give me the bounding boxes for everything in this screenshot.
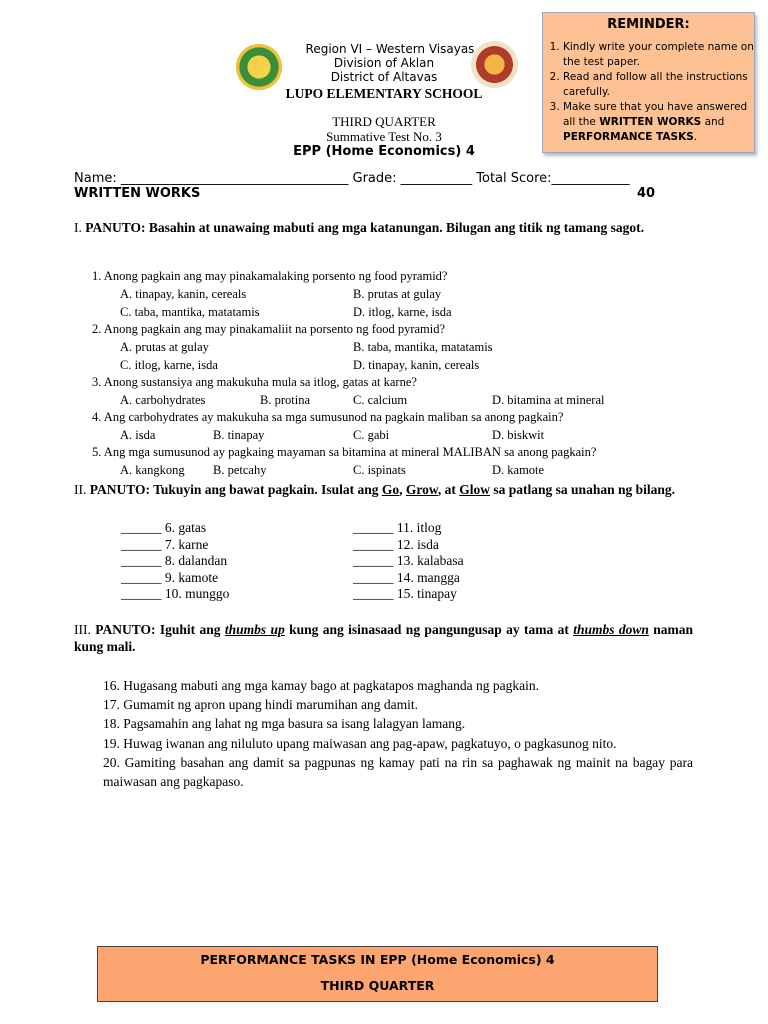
part1-instruction: I. PANUTO: Basahin at unawaing mabuti ang mga katanungan. Bilugan ang titik ng tamang sagot.: [74, 220, 645, 235]
q5-choice-d[interactable]: D. kamote: [492, 463, 545, 477]
fill-item[interactable]: ______ 12. isda: [353, 537, 439, 552]
q5-choice-a[interactable]: A. kangkong: [120, 463, 185, 477]
q2-choice-a[interactable]: A. prutas at gulay: [120, 340, 209, 354]
question-2: 2. Anong pagkain ang may pinakamaliit na porsento ng food pyramid?: [92, 322, 446, 336]
part3-instruction: III. PANUTO: Iguhit ang thumbs up kung ang isinasaad ng pangungusap ay tama at thumbs down naman kung mali.: [74, 622, 693, 654]
q3-choice-a[interactable]: A. carbohydrates: [120, 393, 206, 407]
q1-choice-a[interactable]: A. tinapay, kanin, cereals: [120, 287, 247, 301]
question-5: 5. Ang mga sumusunod ay pagkaing mayaman sa bitamina at mineral MALIBAN sa anong pagkain?: [92, 445, 597, 459]
test-number: Summative Test No. 3: [326, 129, 442, 144]
section-written-works: WRITTEN WORKS: [74, 186, 201, 201]
fill-item[interactable]: ______ 7. karne: [121, 537, 209, 552]
part2-instruction: II. PANUTO: Tukuyin ang bawat pagkain. Isulat ang Go, Grow, at Glow sa patlang sa unahan ng bilang.: [74, 482, 675, 497]
fill-item[interactable]: ______ 8. dalandan: [121, 553, 228, 568]
q4-choice-d[interactable]: D. biskwit: [492, 428, 545, 442]
q2-choice-d[interactable]: D. tinapay, kanin, cereals: [353, 358, 480, 372]
q1-choice-b[interactable]: B. prutas at gulay: [353, 287, 442, 301]
q3-choice-b[interactable]: B. protina: [260, 393, 310, 407]
q4-choice-b[interactable]: B. tinapay: [213, 428, 265, 442]
question-4: 4. Ang carbohydrates ay makukuha sa mga sumusunod na pagkain maliban sa anong pagkain?: [92, 410, 564, 424]
student-info-line[interactable]: Name: ___________________________________ Grade: ___________ Total Score:____________: [74, 171, 630, 186]
statement-16: 16. Hugasang mabuti ang mga kamay bago at pagkatapos maghanda ng pagkain.: [103, 678, 540, 693]
q2-choice-b[interactable]: B. taba, mantika, matatamis: [353, 340, 493, 354]
statement-18: 18. Pagsamahin ang lahat ng mga basura sa isang lalagyan lamang.: [103, 716, 466, 731]
statement-19: 19. Huwag iwanan ang niluluto upang maiwasan ang pag-apaw, pagkatuyo, o pagkasunog nito.: [103, 736, 617, 751]
q4-choice-a[interactable]: A. isda: [120, 428, 156, 442]
fill-item[interactable]: ______ 15. tinapay: [353, 586, 457, 601]
reminder-title: REMINDER:: [607, 17, 690, 32]
statement-20: 20. Gamiting basahan ang damit sa pagpunas ng kamay pati na rin sa paghawak ng mainit na bagay para maiwasan ang pagkapaso.: [103, 755, 693, 789]
performance-title: PERFORMANCE TASKS IN EPP (Home Economics) 4: [200, 952, 555, 967]
q1-choice-c[interactable]: C. taba, mantika, matatamis: [120, 305, 260, 319]
q4-choice-c[interactable]: C. gabi: [353, 428, 390, 442]
quarter-text: THIRD QUARTER: [332, 114, 436, 129]
school-name: LUPO ELEMENTARY SCHOOL: [285, 86, 483, 101]
q3-choice-c[interactable]: C. calcium: [353, 393, 408, 407]
district-text: District of Altavas: [330, 70, 438, 84]
statement-17: 17. Gumamit ng apron upang hindi marumihan ang damit.: [103, 697, 418, 712]
performance-quarter: THIRD QUARTER: [320, 978, 435, 993]
fill-item[interactable]: ______ 13. kalabasa: [353, 553, 464, 568]
q5-choice-b[interactable]: B. petcahy: [213, 463, 267, 477]
reminder-item: 3. Make sure that you have answered all the WRITTEN WORKS and PERFORMANCE TASKS.: [563, 100, 754, 145]
performance-tasks-header: [97, 946, 658, 1002]
fill-item[interactable]: ______ 11. itlog: [353, 520, 442, 535]
written-works-score: 40: [637, 186, 656, 201]
division-text: Division of Aklan: [333, 56, 435, 70]
question-1: 1. Anong pagkain ang may pinakamalaking porsento ng food pyramid?: [92, 269, 448, 283]
reminder-item: 1. Kindly write your complete name on the test paper.: [563, 40, 754, 70]
q3-choice-d[interactable]: D. bitamina at mineral: [492, 393, 605, 407]
region-text: Region VI – Western Visayas: [305, 42, 475, 56]
fill-item[interactable]: ______ 14. mangga: [353, 570, 460, 585]
q2-choice-c[interactable]: C. itlog, karne, isda: [120, 358, 218, 372]
subject-title: EPP (Home Economics) 4: [293, 144, 475, 159]
q5-choice-c[interactable]: C. ispinats: [353, 463, 406, 477]
fill-item[interactable]: ______ 6. gatas: [121, 520, 207, 535]
q1-choice-d[interactable]: D. itlog, karne, isda: [353, 305, 452, 319]
reminder-item: 2. Read and follow all the instructions carefully.: [563, 70, 754, 100]
fill-item[interactable]: ______ 10. munggo: [121, 586, 230, 601]
fill-item[interactable]: ______ 9. kamote: [121, 570, 219, 585]
question-3: 3. Anong sustansiya ang makukuha mula sa itlog, gatas at karne?: [92, 375, 417, 389]
